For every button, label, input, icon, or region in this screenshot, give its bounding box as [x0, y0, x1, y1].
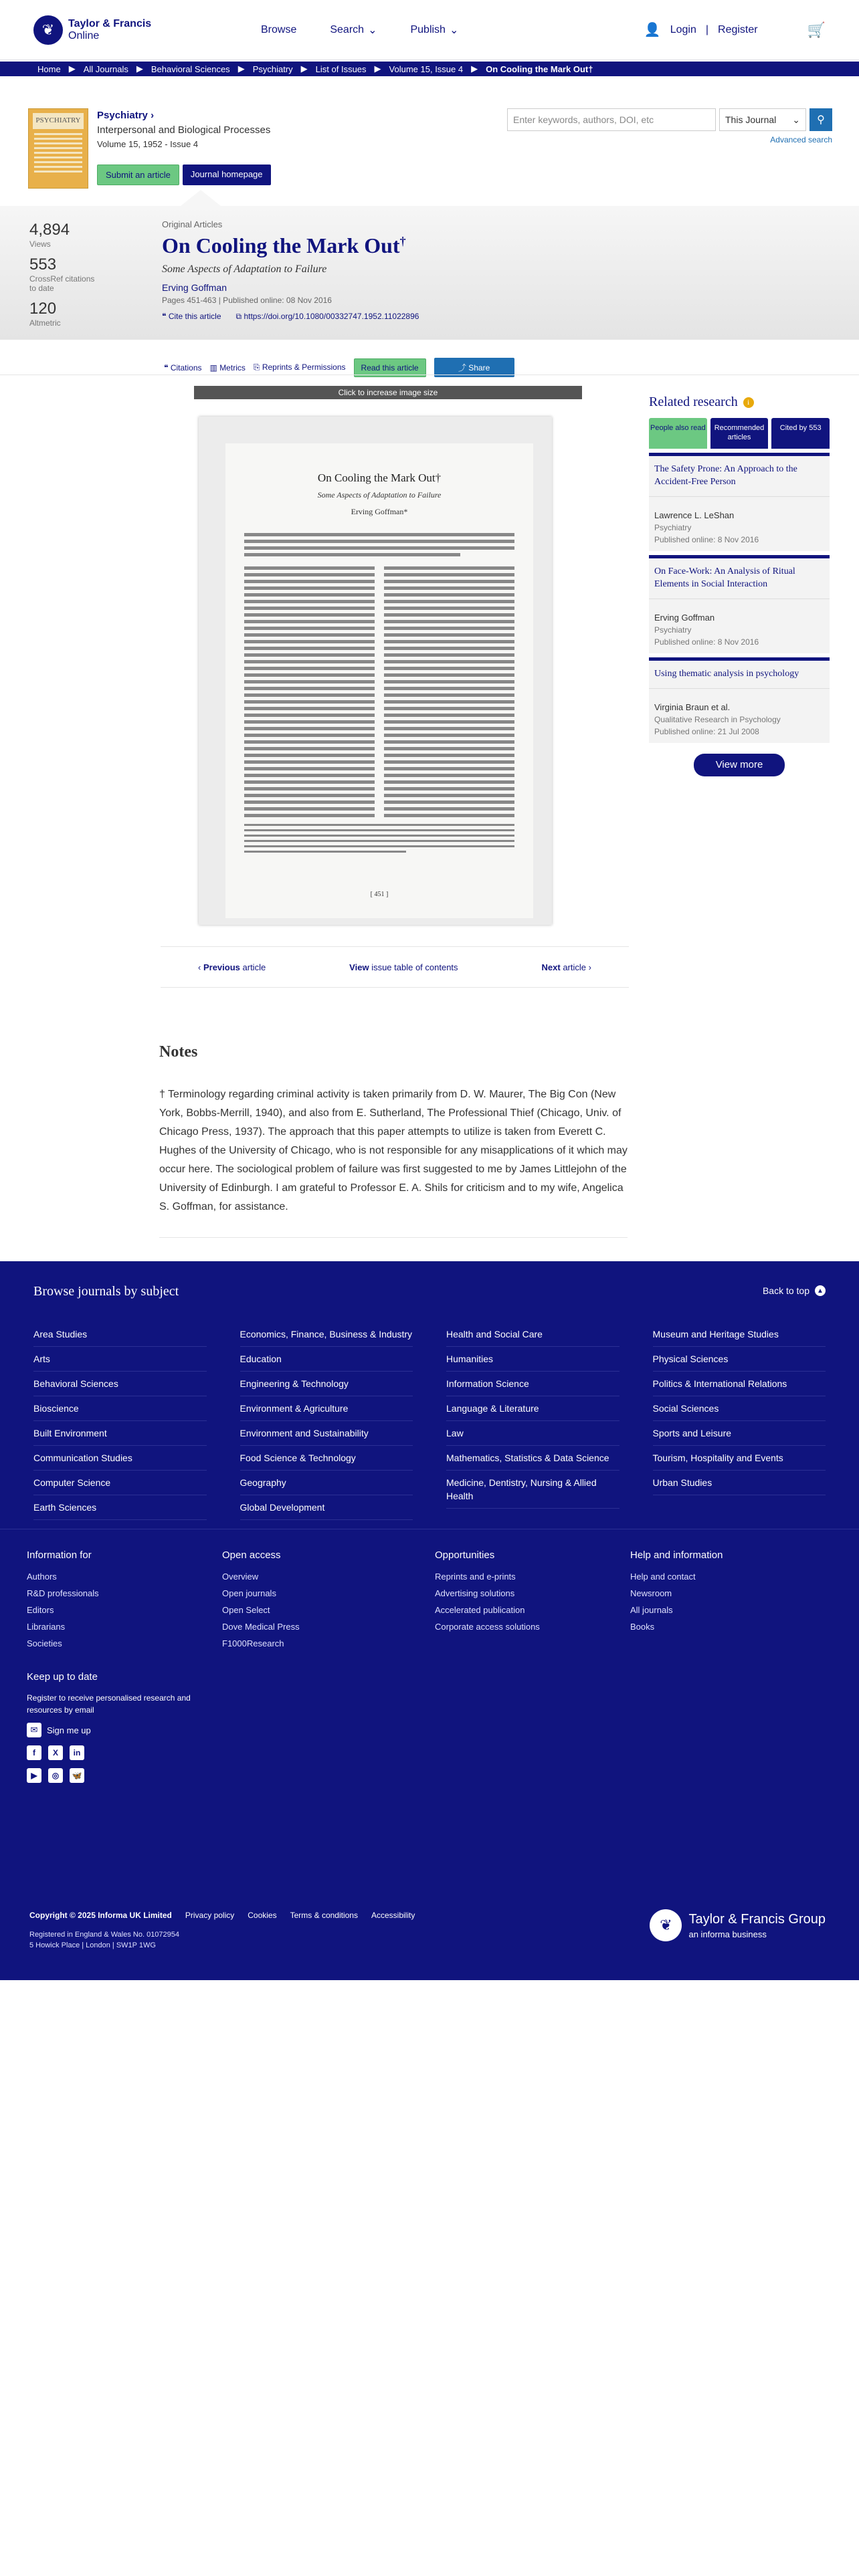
first-page-preview[interactable] [199, 417, 552, 925]
journal-cover[interactable] [28, 108, 88, 189]
view-bold: View [349, 962, 369, 972]
registration-number: Registered in England & Wales No. 01072954 [29, 1931, 180, 1939]
page-subtitle: Some Aspects of Adaptation to Failure [317, 490, 442, 500]
footer-column [630, 1549, 826, 1655]
article-metrics [29, 221, 96, 334]
tandf-group-logo[interactable] [650, 1909, 826, 1941]
footer-column [222, 1549, 435, 1655]
group-name: Taylor & Francis Group [688, 1911, 826, 1927]
breadcrumb-chevron-icon: ▶ [237, 64, 245, 74]
journal-name-label: Psychiatry [97, 110, 148, 121]
submit-article-button[interactable]: Submit an article [97, 165, 179, 185]
main-nav [261, 23, 458, 37]
nav-browse[interactable]: Browse [261, 23, 297, 35]
subject-link[interactable]: Mathematics, Statistics & Data Science [446, 1446, 619, 1471]
related-tabs [649, 418, 830, 449]
nav-search-label: Search [330, 23, 365, 35]
prev-bold: Previous [203, 962, 240, 972]
related-item-date: Published online: 21 Jul 2008 [654, 727, 759, 736]
arrow-up-icon: ▲ [815, 1285, 826, 1296]
footer-link[interactable]: Newsroom [630, 1588, 672, 1598]
journal-volume: Volume 15, 1952 - Issue 4 [97, 139, 199, 149]
breadcrumb-home[interactable]: Home [37, 64, 61, 74]
subject-link[interactable]: Tourism, Hospitality and Events [653, 1446, 826, 1471]
footer-link[interactable]: Help and contact [630, 1572, 696, 1582]
tab-recommended[interactable]: Recommended articles [710, 418, 769, 449]
facebook-icon[interactable]: f [27, 1745, 41, 1760]
related-item[interactable] [649, 453, 830, 551]
view-more-button[interactable]: View more [694, 754, 785, 776]
view-label: issue table of contents [371, 962, 458, 972]
doi-link[interactable] [236, 312, 419, 322]
sign-up-link[interactable] [27, 1723, 832, 1737]
cover-text [34, 133, 82, 173]
weibo-icon[interactable]: ◎ [48, 1768, 63, 1783]
related-item-date: Published online: 8 Nov 2016 [654, 535, 759, 544]
breadcrumb-current: On Cooling the Mark Out† [486, 64, 593, 74]
share-icon: ⤴ [458, 363, 466, 372]
related-item-author: Lawrence L. LeShan [654, 510, 735, 520]
doi-text: https://doi.org/10.1080/00332747.1952.11022896 [244, 312, 419, 321]
footer-link[interactable]: Editors [27, 1605, 54, 1615]
subject-column [653, 1322, 826, 1520]
subject-link[interactable]: Economics, Finance, Business & Industry [240, 1322, 413, 1347]
site-footer [0, 1529, 859, 1980]
previous-article-link[interactable] [198, 962, 266, 972]
subject-column [33, 1322, 207, 1520]
subject-link[interactable]: Area Studies [33, 1322, 207, 1347]
citations-label: Citations [170, 362, 202, 372]
page-footnotes [244, 824, 514, 853]
login-link[interactable]: Login [670, 23, 696, 35]
group-tagline: an informa business [688, 1929, 767, 1939]
search-scope-value: This Journal [725, 114, 777, 125]
footer-legal [29, 1911, 415, 1951]
related-item-journal: Psychiatry [654, 625, 692, 635]
keep-up-text: Register to receive personalised research and resources by email [27, 1693, 191, 1715]
subject-link[interactable]: Museum and Heritage Studies [653, 1322, 826, 1347]
page-scan [225, 443, 533, 918]
subject-link[interactable]: Social Sciences [653, 1396, 826, 1421]
footer-column-heading: Information for [27, 1549, 92, 1561]
next-label: article [563, 962, 587, 972]
article-title [162, 233, 419, 258]
subject-link[interactable]: Engineering & Technology [240, 1372, 413, 1396]
subject-link[interactable]: Language & Literature [446, 1396, 619, 1421]
subject-column [240, 1322, 413, 1520]
subject-link[interactable]: Environment and Sustainability [240, 1421, 413, 1446]
article-pages: Pages 451-463 | Published online: 08 Nov 2016 [162, 296, 332, 305]
footer-link[interactable]: Dove Medical Press [222, 1622, 300, 1632]
breadcrumb-chevron-icon: ▶ [374, 64, 381, 74]
back-to-top-label: Back to top [762, 1285, 809, 1296]
related-item-title[interactable]: On Face-Work: An Analysis of Ritual Elements in Social Interaction [654, 566, 795, 589]
footer-column [435, 1549, 630, 1655]
sign-up-label: Sign me up [47, 1725, 91, 1735]
cover-title: PSYCHIATRY [33, 113, 84, 129]
subject-link[interactable]: Health and Social Care [446, 1322, 619, 1347]
footer-link[interactable]: Reprints and e-prints [435, 1572, 516, 1582]
subject-link[interactable]: Geography [240, 1471, 413, 1495]
copyright-text: Copyright © 2025 [29, 1911, 96, 1920]
divider [159, 1237, 628, 1238]
cart-icon[interactable]: 🛒 [807, 21, 826, 38]
subject-link[interactable]: Urban Studies [653, 1471, 826, 1495]
subject-link[interactable]: Politics & International Relations [653, 1372, 826, 1396]
tandf-logo[interactable] [33, 15, 207, 45]
breadcrumb-psychiatry[interactable]: Psychiatry [252, 64, 293, 74]
breadcrumb-chevron-icon: ▶ [136, 64, 143, 74]
related-item[interactable] [649, 657, 830, 743]
back-to-top-link[interactable] [763, 1285, 826, 1296]
footer-link[interactable]: Societies [27, 1638, 62, 1648]
footer-columns [27, 1549, 832, 1655]
breadcrumb [0, 62, 859, 76]
informa-link[interactable]: Informa UK Limited [98, 1911, 172, 1920]
breadcrumb-behavioral[interactable]: Behavioral Sciences [151, 64, 230, 74]
site-header [0, 0, 859, 60]
breadcrumb-issues[interactable]: List of Issues [315, 64, 367, 74]
search-input[interactable]: Enter keywords, authors, DOI, etc [507, 108, 716, 131]
subject-link[interactable]: Food Science & Technology [240, 1446, 413, 1471]
reprints-tab[interactable] [254, 362, 346, 372]
related-item-author: Virginia Braun et al. [654, 702, 731, 712]
footer-column-heading: Opportunities [435, 1549, 495, 1561]
breadcrumb-chevron-icon: ▶ [68, 64, 76, 74]
divider: | [705, 23, 709, 35]
views-count: 4,894 [29, 221, 70, 239]
footer-link[interactable]: Advertising solutions [435, 1588, 515, 1598]
breadcrumb-chevron-icon: ▶ [471, 64, 478, 74]
subject-link[interactable]: Built Environment [33, 1421, 207, 1446]
advanced-search-link[interactable]: Advanced search [770, 135, 832, 144]
footer-link[interactable]: Open journals [222, 1588, 276, 1598]
subject-link[interactable]: Sports and Leisure [653, 1421, 826, 1446]
nav-publish[interactable] [410, 23, 458, 37]
accessibility-link[interactable]: Accessibility [371, 1911, 415, 1920]
user-icon: 👤 [644, 23, 661, 37]
subject-link[interactable]: Global Development [240, 1495, 413, 1520]
article-type: Original Articles [162, 219, 223, 229]
logo-line1: Taylor & Francis [68, 17, 152, 29]
issue-toc-link[interactable] [349, 962, 458, 972]
terms-link[interactable]: Terms & conditions [290, 1911, 358, 1920]
subject-link[interactable]: Education [240, 1347, 413, 1372]
subject-link[interactable]: Medicine, Dentistry, Nursing & Allied Health [446, 1471, 619, 1509]
metrics-label: Metrics [219, 362, 246, 372]
chevron-down-icon: ⌄ [449, 24, 459, 36]
pointer-triangle [181, 190, 221, 206]
info-icon[interactable]: i [743, 397, 754, 408]
journal-name[interactable] [97, 110, 270, 121]
footer-link[interactable]: Overview [222, 1572, 259, 1582]
article-subtitle: Some Aspects of Adaptation to Failure [162, 263, 327, 275]
breadcrumb-volume[interactable]: Volume 15, Issue 4 [389, 64, 464, 74]
keep-up-heading: Keep up to date [27, 1671, 98, 1683]
related-item[interactable] [649, 555, 830, 653]
quote-icon: ❝ [162, 312, 167, 321]
related-item-title[interactable]: Using thematic analysis in psychology [654, 669, 799, 679]
chevron-down-icon: ⌄ [368, 24, 377, 36]
subject-link[interactable]: Information Science [446, 1372, 619, 1396]
subject-link[interactable]: Earth Sciences [33, 1495, 207, 1520]
subject-grid [33, 1322, 826, 1520]
register-link[interactable]: Register [718, 23, 758, 35]
breadcrumb-chevron-icon: ▶ [300, 64, 308, 74]
footer-link[interactable]: Librarians [27, 1622, 66, 1632]
article-title-text: On Cooling the Mark Out [162, 233, 400, 257]
nav-search[interactable] [330, 23, 377, 37]
journal-homepage-button[interactable]: Journal homepage [183, 165, 271, 185]
related-item-title[interactable]: The Safety Prone: An Approach to the Accident-Free Person [654, 464, 797, 487]
registered-address: 5 Howick Place | London | SW1P 1WG [29, 1941, 156, 1949]
notes-heading: Notes [159, 1043, 198, 1061]
x-icon[interactable]: X [48, 1745, 63, 1760]
journal-subtitle: Interpersonal and Biological Processes [97, 124, 271, 136]
newsletter-section [27, 1671, 832, 1783]
reprints-icon: ⎘ [253, 362, 260, 372]
article-header [0, 206, 859, 340]
chevron-left-icon: ‹ [198, 962, 201, 972]
crossref-label: CrossRef citations to date [29, 274, 95, 293]
citations-tab[interactable] [164, 363, 202, 372]
related-item-author: Erving Goffman [654, 613, 715, 623]
related-heading [649, 395, 830, 410]
views-label: Views [29, 239, 51, 249]
divider [0, 374, 859, 375]
related-heading-text: Related research [649, 395, 738, 409]
copyright-line [29, 1911, 172, 1920]
footer-link[interactable]: Books [630, 1622, 655, 1632]
subject-link[interactable]: Bioscience [33, 1396, 207, 1421]
cite-label: Cite this article [168, 312, 221, 321]
privacy-link[interactable]: Privacy policy [185, 1911, 235, 1920]
footer-link[interactable]: R&D professionals [27, 1588, 99, 1598]
enlarge-image-bar[interactable]: Click to increase image size [194, 386, 582, 399]
subject-link[interactable]: Environment & Agriculture [240, 1396, 413, 1421]
footer-link[interactable]: Authors [27, 1572, 57, 1582]
page-intro [244, 533, 514, 556]
page-columns [244, 563, 514, 817]
chevron-down-icon: ⌄ [792, 114, 800, 125]
tab-cited-by[interactable]: Cited by 553 [771, 418, 830, 449]
prev-label: article [242, 962, 266, 972]
bar-chart-icon: ▥ [209, 362, 217, 372]
social-links [27, 1768, 832, 1783]
page-number: [ 451 ] [370, 891, 389, 898]
related-item-journal: Qualitative Research in Psychology [654, 715, 781, 724]
reprints-label: Reprints & Permissions [262, 362, 346, 372]
page-author: Erving Goffman* [351, 507, 408, 516]
subject-link[interactable]: Behavioral Sciences [33, 1372, 207, 1396]
notes-text: † Terminology regarding criminal activity is taken primarily from D. W. Maurer, The Big Con (New York, Bobbs-Merrill, 1940), and also from E. Sutherland, The Professional Thief (Chicago, Univ. of Chicago Press, 1937). The approach that this paper attempts to utilize is taken from Everett C. Hughes of the University of Chicago, who is not responsible for any misapplications of it which may occur here. The sociological problem of failure was first suggested to me by James Littlejohn of the University of Edinburgh. I am grateful to Professor E. A. Shils for criticism and to my wife, Angelica S. Goffman, for assistance. [159, 1089, 628, 1212]
search-button[interactable] [809, 108, 832, 131]
search-bar [507, 108, 832, 131]
journal-bar [0, 76, 859, 190]
social-links [27, 1745, 832, 1760]
subject-link[interactable]: Law [446, 1421, 619, 1446]
link-icon: ⧉ [235, 312, 242, 321]
footer-column-heading: Open access [222, 1549, 281, 1561]
altmetric-count: 120 [29, 300, 57, 318]
breadcrumb-all-journals[interactable]: All Journals [83, 64, 128, 74]
search-icon: ⚲ [817, 114, 825, 126]
chevron-right-icon: › [151, 110, 155, 121]
title-dagger[interactable]: † [399, 234, 406, 248]
page-title: On Cooling the Mark Out† [317, 471, 442, 484]
subject-link[interactable]: Communication Studies [33, 1446, 207, 1471]
footer-link[interactable]: Accelerated publication [435, 1605, 525, 1615]
subject-link[interactable]: Physical Sciences [653, 1347, 826, 1372]
read-article-button[interactable]: Read this article [354, 358, 426, 377]
footer-link[interactable]: All journals [630, 1605, 673, 1615]
share-label: Share [468, 363, 490, 372]
browse-subjects [0, 1261, 859, 1529]
bluesky-icon[interactable]: 🦋 [70, 1768, 84, 1783]
chevron-right-icon: › [588, 962, 591, 972]
notes-section [159, 1043, 628, 1216]
subject-link[interactable]: Arts [33, 1347, 207, 1372]
search-scope-select[interactable] [719, 108, 806, 131]
footer-link[interactable]: Corporate access solutions [435, 1622, 540, 1632]
next-article-link[interactable] [542, 962, 591, 972]
related-item-date: Published online: 8 Nov 2016 [654, 637, 759, 647]
tandf-logo-icon: ❦ [650, 1909, 682, 1941]
subject-link[interactable]: Humanities [446, 1347, 619, 1372]
browse-heading: Browse journals by subject [33, 1284, 179, 1299]
subject-column [446, 1322, 619, 1520]
email-icon: ✉ [27, 1723, 41, 1737]
metrics-tab[interactable] [210, 363, 246, 372]
crossref-count: 553 [29, 255, 57, 274]
next-bold: Next [541, 962, 561, 972]
youtube-icon[interactable]: ▶ [27, 1768, 41, 1783]
related-research [649, 395, 830, 776]
footer-column-heading: Help and information [630, 1549, 723, 1561]
tandf-logo-icon: ❦ [33, 15, 63, 45]
cookies-link[interactable]: Cookies [248, 1911, 277, 1920]
article-pager [161, 946, 629, 988]
footer-column [27, 1549, 222, 1655]
footer-link[interactable]: Open Select [222, 1605, 270, 1615]
related-item-journal: Psychiatry [654, 523, 692, 532]
logo-line2: Online [68, 29, 100, 41]
nav-publish-label: Publish [410, 23, 446, 35]
altmetric-label: Altmetric [29, 318, 61, 328]
linkedin-icon[interactable]: in [70, 1745, 84, 1760]
quote-icon: ❝ [164, 362, 169, 372]
article-author[interactable]: Erving Goffman [162, 282, 227, 293]
subject-link[interactable]: Computer Science [33, 1471, 207, 1495]
tab-people-also-read[interactable]: People also read [649, 418, 707, 449]
cite-link[interactable] [162, 312, 221, 322]
footer-link[interactable]: F1000Research [222, 1638, 284, 1648]
